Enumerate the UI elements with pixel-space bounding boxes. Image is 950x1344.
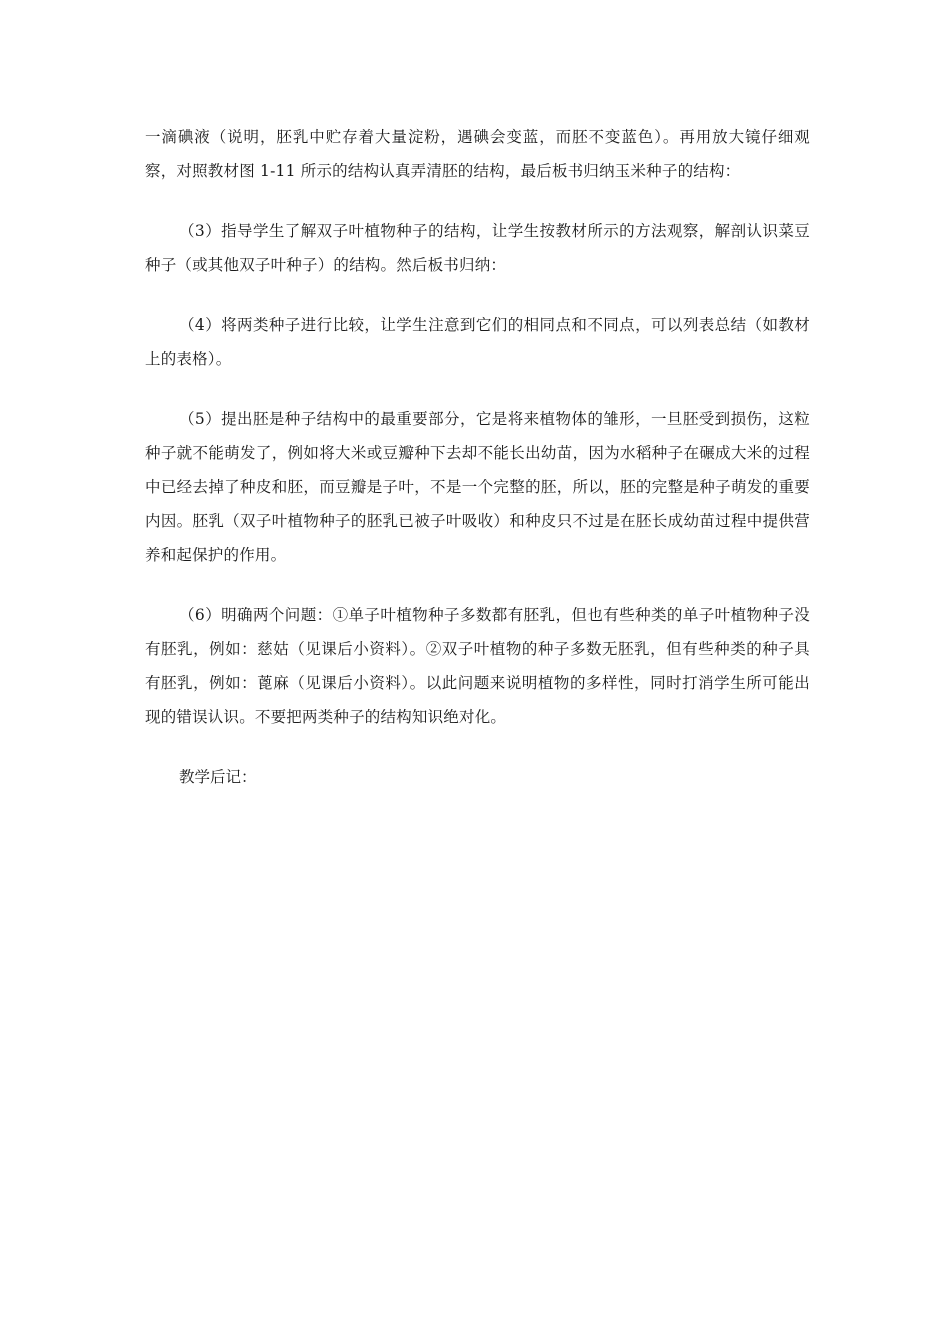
paragraph-step-4: （4）将两类种子进行比较，让学生注意到它们的相同点和不同点，可以列表总结（如教材上的表格）。 bbox=[145, 316, 810, 368]
paragraph-step-6: （6）明确两个问题：①单子叶植物种子多数都有胚乳，但也有些种类的单子叶植物种子没有胚乳，例如：慈姑（见课后小资料）。②双子叶植物的种子多数无胚乳，但有些种类的种子具有胚乳，例如：蓖麻（见课后小资料）。以此问题来说明植物的多样性，同时打消学生所可能出现的错误认识。不要把两类种子的结构知识绝对化。 bbox=[145, 606, 810, 726]
document-body bbox=[145, 120, 810, 794]
afterword-label: 教学后记： bbox=[179, 768, 257, 786]
paragraph-step-5: （5）提出胚是种子结构中的最重要部分，它是将来植物体的雏形，一旦胚受到损伤，这粒种子就不能萌发了，例如将大米或豆瓣种下去却不能长出幼苗，因为水稻种子在碾成大米的过程中已经去掉了种皮和胚，而豆瓣是子叶，不是一个完整的胚，所以，胚的完整是种子萌发的重要内因。胚乳（双子叶植物种子的胚乳已被子叶吸收）和种皮只不过是在胚长成幼苗过程中提供营养和起保护的作用。 bbox=[145, 410, 810, 564]
paragraph-step-3: （3）指导学生了解双子叶植物种子的结构，让学生按教材所示的方法观察，解剖认识菜豆种子（或其他双子叶种子）的结构。然后板书归纳： bbox=[145, 222, 810, 274]
paragraph-continuation: 一滴碘液（说明，胚乳中贮存着大量淀粉，遇碘会变蓝，而胚不变蓝色）。再用放大镜仔细观察，对照教材图 1-11 所示的结构认真弄清胚的结构，最后板书归纳玉米种子的结构： bbox=[145, 128, 810, 180]
